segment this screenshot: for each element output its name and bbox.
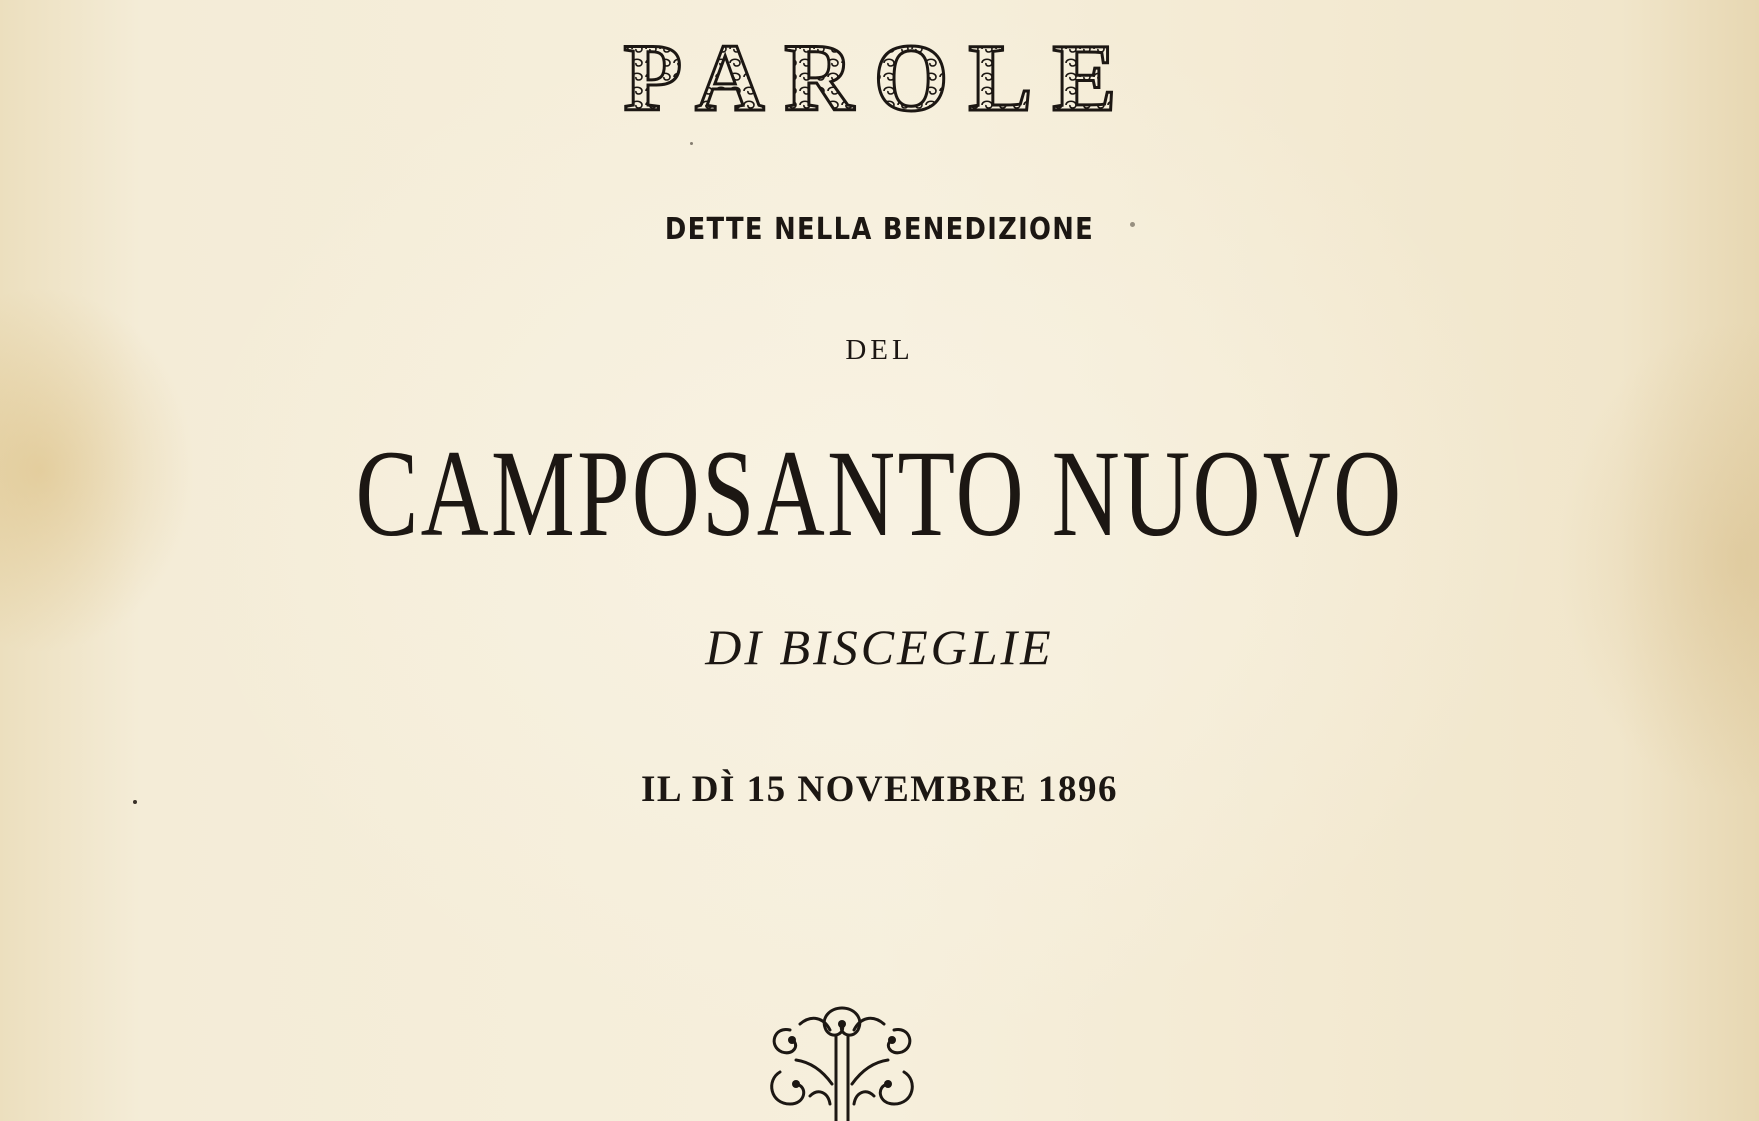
ink-speck bbox=[133, 800, 137, 804]
main-title: CAMPOSANTO NUOVO bbox=[355, 425, 1404, 562]
place-name: DI BISCEGLIE bbox=[705, 619, 1054, 675]
ink-speck bbox=[690, 142, 693, 145]
title-block bbox=[0, 28, 1759, 128]
subtitle: DETTE NELLA BENEDIZIONE bbox=[664, 212, 1095, 247]
decorative-title bbox=[560, 28, 1200, 128]
page-title: PAROLE bbox=[623, 28, 1136, 128]
floral-ornament-icon bbox=[760, 1000, 924, 1121]
date-line: IL DÌ 15 NOVEMBRE 1896 bbox=[640, 769, 1119, 810]
preposition: DEL bbox=[845, 334, 914, 366]
ink-speck bbox=[1130, 222, 1135, 227]
